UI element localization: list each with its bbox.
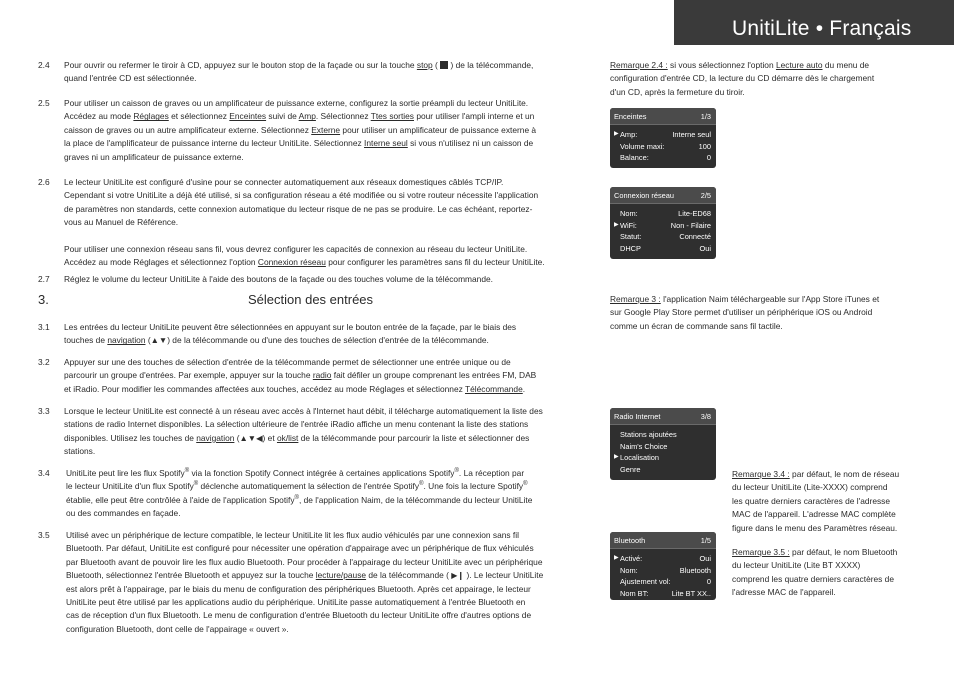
text-segment: les quatre derniers caractères de l'adresse (732, 495, 891, 506)
page-title: UnitiLite • Français (732, 17, 912, 40)
menu-term: navigation (196, 432, 235, 443)
menu-term: Interne seul (364, 138, 408, 149)
text-segment: d'un CD, après la fermeture du tiroir. (610, 86, 745, 97)
text-line (66, 529, 601, 542)
text-segment: vous au Manuel de Référence. (64, 217, 179, 228)
text-segment: MAC de l'appareil. L'adresse MAC complète (732, 509, 896, 520)
lcd-header (610, 532, 716, 549)
text-line (732, 468, 947, 481)
lcd-row-value: Interne seul (672, 130, 711, 139)
para-number: 2.6 (38, 177, 50, 187)
text-line (66, 507, 601, 520)
text-segment: de la télécommande pour parcourir la liste et sélectionner des (298, 432, 530, 443)
selection-arrow-icon: ▶ (614, 131, 619, 137)
text-line (64, 203, 599, 216)
text-line (732, 546, 947, 559)
lcd-menu-row (610, 129, 716, 140)
text-segment: disponibles. Utilisez les touches de (64, 432, 197, 443)
text-line (610, 306, 920, 319)
text-segment: établie, elle peut être contrôlée à l'aide de l'application Spotify (66, 494, 295, 505)
lcd-menu-row (610, 452, 716, 463)
registered-mark: ® (523, 481, 528, 488)
text-line (610, 293, 920, 306)
menu-term: lecture/pause (315, 570, 367, 581)
text-line (64, 97, 599, 110)
menu-term: ok/list (276, 432, 299, 443)
lcd-row-value: Oui (699, 554, 711, 563)
selection-arrow-icon: ▶ (614, 454, 619, 460)
lcd-row-value: 100 (698, 141, 711, 151)
text-segment: via la fonction Spotify Connect intégrée à certaines applications Spotify (189, 468, 455, 478)
lcd-menu-row (610, 464, 716, 475)
text-segment: configuration d'entrée CD, la lecture du CD démarre dès le chargement (610, 73, 875, 84)
text-segment: du lecteur UnitiLite (Lite-XXXX) comprend (732, 482, 888, 493)
lcd-row-label: Localisation (620, 453, 660, 462)
text-segment: . Une fois la lecture Spotify (423, 481, 524, 492)
lcd-screen-enceintes (610, 108, 716, 168)
paragraph (66, 467, 601, 521)
registered-mark: ® (454, 468, 459, 475)
text-line (64, 405, 599, 418)
text-segment: la place de l'amplificateur de puissance interne du lecteur UnitiLite. Sélectionnez (64, 138, 365, 149)
para-number: 3.2 (38, 357, 50, 367)
lcd-row-label: WiFi: (620, 220, 637, 230)
text-line (610, 72, 910, 85)
para-number: 2.7 (38, 274, 50, 284)
lcd-page-indicator: 1/5 (700, 536, 711, 545)
lcd-row-value: 0 (706, 153, 711, 162)
text-line (66, 569, 601, 582)
selection-arrow-icon: ▶ (614, 221, 619, 228)
text-line (64, 369, 599, 382)
menu-term: Connexion réseau (257, 257, 326, 268)
lcd-row-value: Bluetooth (679, 565, 711, 575)
menu-term: stop (416, 60, 433, 70)
registered-mark: ® (294, 495, 299, 502)
lcd-row-label: Ajustement vol: (620, 577, 671, 586)
note-3-4 (732, 468, 947, 535)
text-line (64, 356, 599, 369)
menu-term: Lecture auto (775, 60, 823, 70)
text-line (64, 256, 599, 269)
text-segment: comme un écran de commande sans fil tactile. (610, 320, 783, 331)
text-line (66, 494, 601, 507)
text-line (732, 495, 947, 508)
text-segment: du menu de (822, 60, 870, 70)
lcd-title: Connexion réseau (614, 191, 674, 200)
text-segment: . Sélectionnez (315, 111, 371, 122)
paragraph (64, 273, 599, 286)
text-line (66, 583, 601, 596)
text-line (66, 480, 601, 493)
header-banner (674, 0, 954, 45)
menu-term: Télécommande (465, 383, 523, 394)
text-segment: du lecteur UnitiLite (Lite BT XXXX) (732, 560, 861, 571)
lcd-row-label: Nom: (620, 209, 638, 218)
note-3-5 (732, 546, 947, 600)
text-segment: Pour utiliser une connexion réseau sans fil, vous devrez configurer les capacités de connexion au réseau du lecteur UnitiLite. (64, 244, 528, 255)
text-segment: Les entrées du lecteur UnitiLite peuvent être sélectionnées en appuyant sur le bouton entrée de la façade, par le biais des (64, 322, 517, 332)
menu-term: Remarque 3.5 : (732, 547, 790, 557)
text-line (64, 216, 599, 229)
menu-term: Amp (298, 111, 316, 122)
note-3 (610, 293, 920, 333)
paragraph (64, 356, 599, 396)
text-segment: ). Le lecteur UnitiLite (464, 570, 544, 581)
text-segment: et sélectionnez (168, 111, 230, 122)
text-segment: et iRadio. Pour modifier les commandes affectées aux touches, accédez au mode Réglages et sélectionnez (64, 383, 465, 394)
text-segment: si vous n'utilisez ni un caisson de (407, 138, 534, 149)
lcd-screen-bluetooth (610, 532, 716, 600)
lcd-row-label: Statut: (620, 232, 642, 241)
lcd-row-value: Oui (699, 243, 711, 253)
text-line (64, 110, 599, 123)
lcd-row-label: Genre (620, 464, 641, 474)
text-line (732, 586, 947, 599)
lcd-menu-row (610, 243, 716, 254)
lcd-title: Radio Internet (614, 412, 661, 421)
text-line (64, 445, 599, 458)
text-line (64, 321, 599, 334)
lcd-header (610, 408, 716, 425)
lcd-row-label: Nom: (620, 565, 638, 575)
text-segment: (▲▼◀) et (234, 432, 277, 443)
selection-arrow-icon: ▶ (614, 555, 619, 561)
text-line (64, 230, 599, 243)
text-line (732, 522, 947, 535)
text-segment: stations de radio Internet disponibles. La sélection ultérieure de l'entrée iRadio affiche un menu contenant la liste des stations (64, 419, 529, 430)
text-line (64, 189, 599, 202)
text-segment: UnitiLite peut lire les flux Spotify (66, 468, 185, 478)
text-segment: . (522, 383, 526, 394)
paragraph (64, 176, 599, 270)
lcd-page-indicator: 1/3 (700, 112, 711, 121)
lcd-row-label: Balance: (620, 153, 649, 162)
text-segment: Pour utiliser un caisson de graves ou un amplificateur de puissance externe, configurez la sortie préampli du lecteur UnitiLite. (64, 98, 529, 108)
text-line (64, 59, 599, 72)
text-line (66, 542, 601, 555)
text-line (732, 573, 947, 586)
text-segment: le lecteur UnitiLite d'un flux Spotify (66, 481, 194, 492)
text-segment: stations. (64, 446, 96, 457)
text-segment: ) de la télécommande, (448, 60, 534, 70)
text-line (610, 320, 920, 333)
lcd-menu-row (610, 576, 716, 587)
note-2-4 (610, 59, 910, 99)
text-line (610, 59, 910, 72)
text-segment: cas de réception d'un flux Bluetooth. Le menu de configuration d'entrée Bluetooth du lecteur UnitiLite offre d'autres options de (66, 610, 532, 621)
para-number: 3.5 (38, 530, 50, 540)
play-pause-icon: ▶❙ (451, 571, 465, 581)
text-segment: Le lecteur UnitiLite est configuré d'usine pour se connecter automatiquement aux réseaux domestiques câblés TCP/IP. (64, 177, 504, 187)
lcd-page-indicator: 3/8 (700, 412, 711, 421)
lcd-menu-row (610, 553, 716, 564)
lcd-row-label: Stations ajoutées (620, 430, 677, 439)
text-segment: suivi de (266, 111, 299, 122)
menu-term: navigation (107, 335, 146, 346)
lcd-row-label: Activé: (620, 554, 643, 563)
para-number: 3.1 (38, 322, 50, 332)
text-segment: Appuyer sur une des touches de sélection d'entrée de la télécommande permet de sélectionner une entrée unique ou de (64, 357, 511, 367)
lcd-row-value: Connecté (679, 232, 711, 241)
para-number: 3.3 (38, 406, 50, 416)
lcd-row-label: Amp: (620, 130, 638, 139)
para-number: 2.5 (38, 98, 50, 108)
para-number: 2.4 (38, 60, 50, 70)
text-line (64, 273, 599, 286)
registered-mark: ® (419, 481, 424, 488)
lcd-row-value: Lite-ED68 (678, 209, 711, 218)
section-title: Sélection des entrées (248, 292, 374, 307)
text-segment: Accédez au mode Réglages et sélectionnez l'option (64, 257, 258, 268)
stop-icon (440, 61, 448, 69)
text-line (66, 467, 601, 480)
text-segment: Accédez au mode (64, 111, 134, 122)
text-line (732, 481, 947, 494)
lcd-menu-row (610, 152, 716, 163)
text-line (64, 418, 599, 431)
paragraph (64, 321, 599, 348)
text-segment: ( (432, 60, 441, 70)
text-segment: Cependant si votre UnitiLite a déjà été utilisé, si sa configuration réseau a été modifiée ou si votre routeur nécessite l'application (64, 190, 539, 201)
lcd-page-indicator: 2/5 (700, 191, 711, 200)
lcd-menu-row (610, 141, 716, 152)
registered-mark: ® (184, 468, 190, 475)
menu-term: Remarque 3 : (610, 294, 661, 304)
lcd-row-label: Nom BT: (620, 588, 649, 598)
text-segment: Lorsque le lecteur UnitiLite est connecté à un réseau avec accès à l'Internet haut débit, il télécharge automatiquement la liste des (64, 406, 543, 416)
text-segment: sur Google Play Store permet d'utiliser un périphérique iOS ou Android (610, 307, 873, 318)
lcd-menu-row (610, 208, 716, 219)
text-segment: UnitiLite peut être utilisé par les applications audio du périphérique. UnitiLite passe automatiquement à l'entrée Bluetooth en (66, 597, 526, 608)
menu-term: radio (312, 370, 332, 381)
text-segment: pour configurer les paramètres sans fil du lecteur UnitiLite. (325, 257, 545, 268)
lcd-menu-row (610, 565, 716, 576)
menu-term: Enceintes (229, 111, 267, 122)
lcd-menu-row (610, 588, 716, 599)
text-line (64, 432, 599, 445)
text-segment: parcourir un groupe d'entrées. Par exemple, appuyer sur la touche (64, 370, 313, 381)
text-segment: (▲▼) de la télécommande ou d'une des touches de sélection d'entrée de la télécommande. (145, 335, 489, 346)
menu-term: Remarque 2.4 : (610, 60, 668, 70)
text-segment: l'application Naim téléchargeable sur l'App Store iTunes et (660, 294, 880, 304)
text-line (64, 243, 599, 256)
lcd-row-label: DHCP (620, 243, 641, 253)
lcd-screen-radio-internet (610, 408, 716, 480)
text-segment: . La réception par (458, 468, 525, 478)
menu-term: Réglages (133, 111, 169, 122)
section-number: 3. (38, 292, 49, 307)
text-line (64, 176, 599, 189)
text-line (64, 383, 599, 396)
text-line (610, 86, 910, 99)
text-line (732, 508, 947, 521)
text-segment: Utilisé avec un périphérique de lecture compatible, le lecteur UnitiLite lit les flux audio véhiculés par une connexion sans fil (66, 530, 519, 540)
text-segment: est alors prêt à l'appairage, par le biais du menu de configuration des périphériques Bluetooth. Après cet appairage, le lecteur (66, 583, 531, 594)
lcd-screen-connexion-reseau (610, 187, 716, 259)
lcd-header (610, 108, 716, 125)
text-line (64, 124, 599, 137)
text-segment: pour utiliser l'ampli interne et un (414, 111, 535, 122)
para-number: 3.4 (38, 468, 50, 478)
text-line (66, 596, 601, 609)
text-segment: Bluetooth. Par défaut, UnitiLite est configuré pour nécessiter une opération d'appairage avec un périphérique de flux véhiculés (66, 543, 534, 554)
text-segment: par Bluetooth avant de pouvoir lire les flux audio Bluetooth. Pour procéder à l'appairage du lecteur UnitiLite avec un périphérique (66, 556, 543, 567)
text-segment: comprend les quatre derniers caractères de (732, 573, 894, 584)
text-line (64, 334, 599, 347)
text-line (66, 556, 601, 569)
lcd-header (610, 187, 716, 204)
lcd-menu-row (610, 231, 716, 242)
text-segment: Pour ouvrir ou refermer le tiroir à CD, appuyez sur le bouton stop de la façade ou sur la touche (64, 60, 417, 70)
menu-term: Remarque 3.4 : (732, 469, 790, 479)
registered-mark: ® (193, 481, 199, 488)
lcd-row-label: Naim's Choice (620, 441, 668, 451)
lcd-menu-row (610, 441, 716, 452)
paragraph (64, 97, 599, 164)
lcd-menu-row (610, 429, 716, 440)
text-segment: graves ni un amplificateur de puissance externe. (64, 151, 244, 162)
text-segment: touches de (64, 335, 108, 346)
lcd-row-label: Volume maxi: (620, 141, 665, 151)
text-segment: Bluetooth, sélectionnez l'entrée Bluetooth et appuyez sur la touche (66, 570, 316, 581)
lcd-title: Bluetooth (614, 536, 646, 545)
lcd-row-value: 0 (706, 577, 711, 586)
text-segment: ou des commandes en façade. (66, 508, 181, 519)
text-segment: l'adresse MAC de l'appareil. (732, 587, 836, 598)
paragraph (66, 529, 601, 636)
paragraph (64, 405, 599, 459)
text-line (64, 137, 599, 150)
text-segment: de la télécommande ( (366, 570, 452, 581)
text-segment: figure dans le menu des Paramètres réseau. (732, 522, 898, 533)
lcd-row-value: Non - Filaire (670, 220, 711, 230)
text-segment: caisson de graves ou un autre amplificateur externe. Sélectionnez (64, 124, 312, 135)
text-line (732, 559, 947, 572)
text-segment: de paramètres non standards, cette connexion automatique du lecteur risque de ne pas se produire. Le cas échéant, reportez- (64, 203, 533, 214)
lcd-title: Enceintes (614, 112, 647, 121)
text-line (66, 609, 601, 622)
text-segment: , de l'application Naim, de la télécommande du lecteur UnitiLite (298, 494, 533, 505)
text-segment: configuration Bluetooth, dont celle de l'appairage « ouvert ». (66, 623, 289, 634)
text-segment: par défaut, le nom de réseau (789, 469, 900, 479)
menu-term: Ttes sorties (370, 111, 414, 122)
menu-term: Externe (311, 124, 341, 135)
text-line (64, 72, 599, 85)
text-segment: déclenche automatiquement la sélection de l'entrée Spotify (198, 481, 420, 492)
lcd-menu-row (610, 220, 716, 231)
text-segment: Réglez le volume du lecteur UnitiLite à l'aide des boutons de la façade ou des touches volume de la télécommande. (64, 274, 493, 284)
lcd-row-value: Lite BT XX.. (671, 588, 711, 598)
text-segment: fait défiler un groupe comprenant les entrées FM, DAB (331, 370, 537, 381)
paragraph (64, 59, 599, 86)
text-segment: quand l'entrée CD est sélectionnée. (64, 73, 197, 84)
text-segment: par défaut, le nom Bluetooth (789, 547, 898, 557)
text-line (66, 623, 601, 636)
text-line (64, 151, 599, 164)
text-segment: pour utiliser un amplificateur de puissance externe à (340, 124, 537, 135)
text-segment: si vous sélectionnez l'option (667, 60, 776, 70)
